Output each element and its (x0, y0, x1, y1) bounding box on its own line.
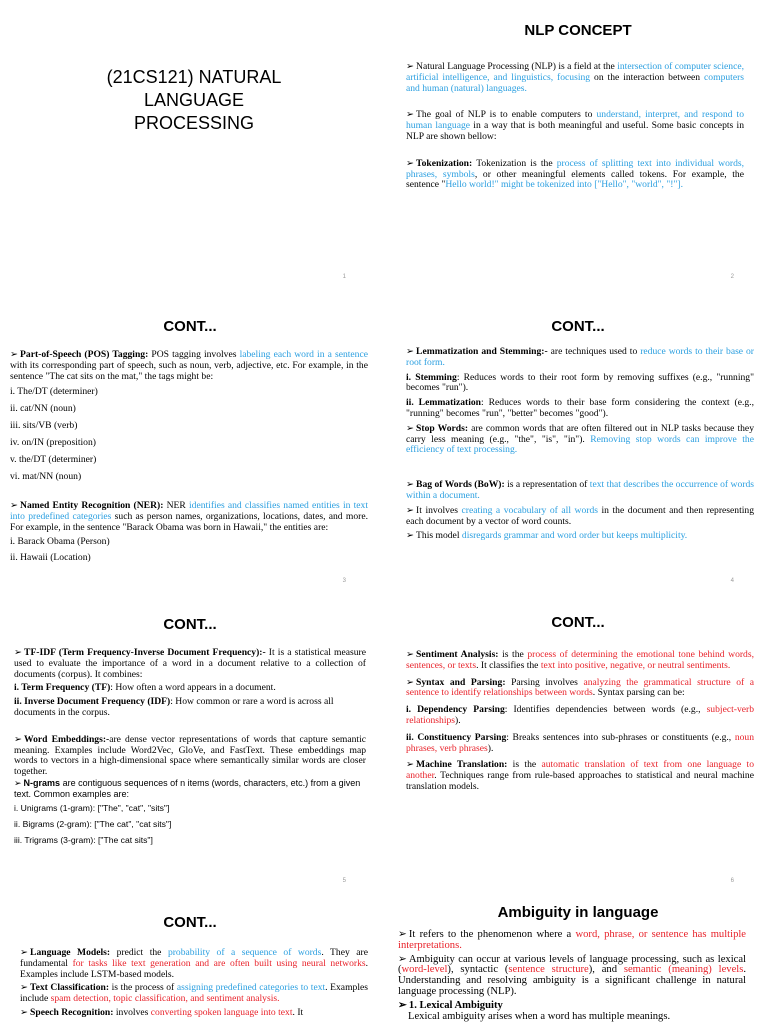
slide-8-title: Ambiguity in language (497, 904, 659, 921)
list-item: ii. Bigrams (2-gram): ["The cat", "cat sits"] (14, 818, 172, 829)
stemming: i. Stemming: Reduces words to their root form by removing suffixes (e.g., "running" becomes "run"). (406, 371, 754, 394)
term-frequency: i. Term Frequency (TF): How often a word appears in a document. (14, 682, 276, 694)
nlp-definition: ➢ Natural Language Processing (NLP) is a field at the intersection of computer science, artificial intelligence, and linguistics, focusing on the interaction between computers and human (natural) languages. (406, 62, 744, 94)
slide-5-title: CONT... (163, 616, 217, 633)
lemmatization-stemming: ➢ Lemmatization and Stemming:- are techniques used to reduce words to their base or root form. (406, 347, 754, 369)
slide-4-title: CONT... (551, 318, 605, 335)
slide-2-body (406, 62, 744, 191)
ambiguity-definition: ➢ It refers to the phenomenon where a word, phrase, or sentence has multiple interpretations. (398, 930, 746, 952)
list-item: ii. Hawaii (Location) (10, 551, 91, 563)
tf-idf: ➢ TF-IDF (Term Frequency-Inverse Document Frequency):- It is a statistical measure used to evaluate the importance of a word in a document relative to a collection of documents (corpus). It combines: (14, 648, 366, 680)
constituency-parsing: ii. Constituency Parsing: Breaks sentences into sub-phrases or constituents (e.g., noun phrases, verb phrases). (406, 731, 754, 754)
list-item: i. Unigrams (1-gram): ["The", "cat", "sits"] (14, 802, 170, 813)
ngram-list (14, 800, 366, 848)
list-item: vi. mat/NN (noun) (10, 471, 82, 483)
lexical-ambiguity-heading: ➢ 1. Lexical Ambiguity (398, 1001, 746, 1012)
sentiment-analysis: ➢ Sentiment Analysis: is the process of determining the emotional tone behind words, sentences, or texts. It classifies the text into positive, negative, or neutral sentiments. (406, 650, 754, 672)
slide-6 (392, 604, 764, 892)
slide-1-title: (21CS121) NATURAL LANGUAGE PROCESSING (106, 67, 282, 133)
text-classification: ➢ Text Classification: is the process of assigning predefined categories to text. Examples include spam detection, topic classification, and sentiment analysis. (20, 983, 368, 1005)
entity-list (10, 534, 368, 566)
slide-2 (392, 0, 764, 288)
slide-6-title: CONT... (551, 614, 605, 631)
page-number: 5 (342, 878, 346, 884)
lexical-ambiguity-text: Lexical ambiguity arises when a word has multiple meanings. (408, 1010, 671, 1022)
n-grams: ➢ N-grams are contiguous sequences of n items (words, characters, etc.) from a given text. Common examples are: (14, 778, 366, 800)
page-number: 6 (730, 878, 734, 884)
tokenization: ➢ Tokenization: Tokenization is the process of splitting text into individual words, phrases, symbols, or other meaningful elements called tokens. For example, the sentence "Hello world!" might be tokenized into ["Hello", "world", "!"]. (406, 159, 744, 191)
list-item: iii. Trigrams (3-gram): ["The cat sits"] (14, 834, 153, 845)
pos-tagging: ➢ Part-of-Speech (POS) Tagging: POS tagging involves labeling each word in a sentence with its corresponding part of speech, such as noun, verb, adjective, etc. For example, in the sentence "The cat sits on the mat," the tags might be: (10, 350, 368, 382)
slide-3 (4, 304, 376, 592)
slide-3-body (10, 350, 368, 566)
bow-model: ➢ This model disregards grammar and word order but keeps multiplicity. (406, 531, 754, 542)
word-embeddings: ➢ Word Embeddings:-are dense vector representations of words that capture semantic meaning. Examples include Word2Vec, GloVe, and FastText. These embeddings map words to vectors in a high-dimensional space where semantically similar words are closer together. (14, 735, 366, 778)
slide-7-title: CONT... (163, 914, 217, 931)
page-number: 1 (342, 274, 346, 280)
slide-4-body (406, 347, 754, 542)
stop-words: ➢ Stop Words: are common words that are often filtered out in NLP tasks because they carry less meaning (e.g., "the", "is", "in"). Removing stop words can improve the efficiency of text processing. (406, 424, 754, 456)
page-number: 2 (730, 274, 734, 280)
slide-8 (392, 896, 764, 1024)
nlp-goal: ➢ The goal of NLP is to enable computers to understand, interpret, and respond to human language in a way that is both meaningful and useful. Some basic concepts in NLP are shown bellow: (406, 110, 744, 142)
list-item: iii. sits/VB (verb) (10, 420, 78, 432)
slide-8-body (398, 930, 746, 1022)
list-item: ii. cat/NN (noun) (10, 403, 76, 415)
pos-tag-list (10, 383, 368, 485)
slide-7-body (20, 948, 368, 1019)
list-item: iv. on/IN (preposition) (10, 437, 96, 449)
syntax-parsing: ➢ Syntax and Parsing: Parsing involves analyzing the grammatical structure of a sentence to identify relationships between words. Syntax parsing can be: (406, 678, 754, 700)
page-number: 4 (730, 578, 734, 584)
list-item: i. Barack Obama (Person) (10, 535, 110, 547)
dependency-parsing: i. Dependency Parsing: Identifies dependencies between words (e.g., subject-verb relationships). (406, 704, 754, 726)
lemmatization: ii. Lemmatization: Reduces words to their base form considering the context (e.g., "running" becomes "run", "better" becomes "good"). (406, 397, 754, 419)
slide-7 (4, 896, 376, 1024)
slide-5 (4, 604, 376, 892)
ambiguity-levels: ➢ Ambiguity can occur at various levels of language processing, such as lexical (word-level), syntactic (sentence structure), and semantic (meaning) levels. Understanding and resolving ambiguity is a significant challenge in natural language processing (NLP). (398, 955, 746, 998)
machine-translation: ➢ Machine Translation: is the automatic translation of text from one language to another. Techniques range from rule-based approaches to statistical and neural machine translation models. (406, 760, 754, 792)
slide-5-body (14, 648, 366, 848)
slide-6-body (406, 650, 754, 793)
inverse-document-frequency: ii. Inverse Document Frequency (IDF): How common or rare a word is across all documents in the corpus. (14, 696, 334, 718)
slide-3-title: CONT... (163, 318, 217, 335)
slide-2-title: NLP CONCEPT (524, 22, 632, 39)
bow-vocabulary: ➢ It involves creating a vocabulary of all words in the document and then representing each document by a vector of word counts. (406, 506, 754, 528)
ner: ➢ Named Entity Recognition (NER): NER identifies and classifies named entities in text into predefined categories such as person names, organizations, locations, dates, and more. For example, in the sentence "Barack Obama was born in Hawaii," the entities are: (10, 501, 368, 533)
page-number: 3 (342, 578, 346, 584)
list-item: v. the/DT (determiner) (10, 454, 97, 466)
slide-1 (4, 0, 376, 288)
bag-of-words: ➢ Bag of Words (BoW): is a representation of text that describes the occurrence of words within a document. (406, 480, 754, 502)
speech-recognition: ➢ Speech Recognition: involves converting spoken language into text. It (20, 1008, 368, 1019)
language-models: ➢ Language Models: predict the probability of a sequence of words. They are fundamental for tasks like text generation and are often built using neural networks. Examples include LSTM-based models. (20, 948, 368, 980)
slide-4 (392, 304, 764, 592)
list-item: i. The/DT (determiner) (10, 386, 98, 398)
